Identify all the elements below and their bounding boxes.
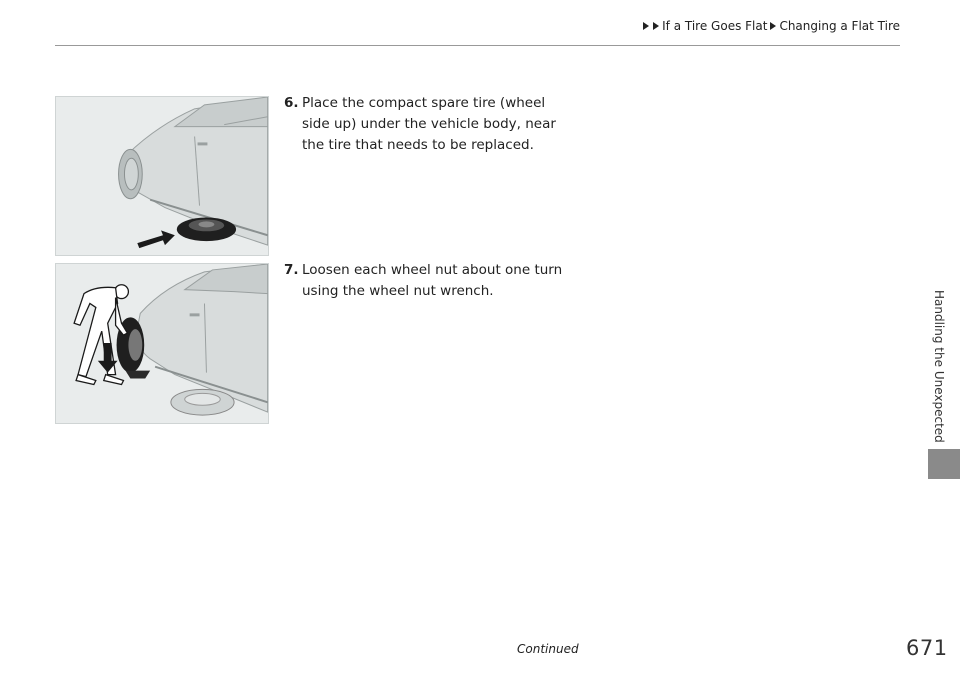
continued-label: Continued xyxy=(517,642,579,656)
breadcrumb-arrow-icon xyxy=(770,22,776,30)
instruction-step xyxy=(284,93,572,156)
breadcrumb-item[interactable]: Changing a Flat Tire xyxy=(779,19,900,33)
instruction-step xyxy=(284,260,572,302)
step-text: Place the compact spare tire (wheel side up) under the vehicle body, near the tire that needs to be replaced. xyxy=(302,95,556,153)
breadcrumb-item[interactable]: If a Tire Goes Flat xyxy=(662,19,768,33)
header-divider xyxy=(55,45,900,46)
illustration-spare-tire-placement xyxy=(55,96,269,256)
breadcrumb-arrow-icon xyxy=(643,22,649,30)
step-text: Loosen each wheel nut about one turn using the wheel nut wrench. xyxy=(302,262,563,299)
step-number: 6. xyxy=(284,95,299,111)
chapter-side-label: Handling the Unexpected xyxy=(932,290,946,443)
breadcrumb xyxy=(642,19,900,33)
step-number: 7. xyxy=(284,262,299,278)
person-wrench-drawing xyxy=(56,264,268,423)
page-number: 671 xyxy=(906,636,948,660)
illustration-loosen-wheel-nuts xyxy=(55,263,269,424)
breadcrumb-arrow-icon xyxy=(653,22,659,30)
chapter-tab[interactable] xyxy=(928,449,960,479)
car-spare-tire-drawing xyxy=(56,97,268,255)
